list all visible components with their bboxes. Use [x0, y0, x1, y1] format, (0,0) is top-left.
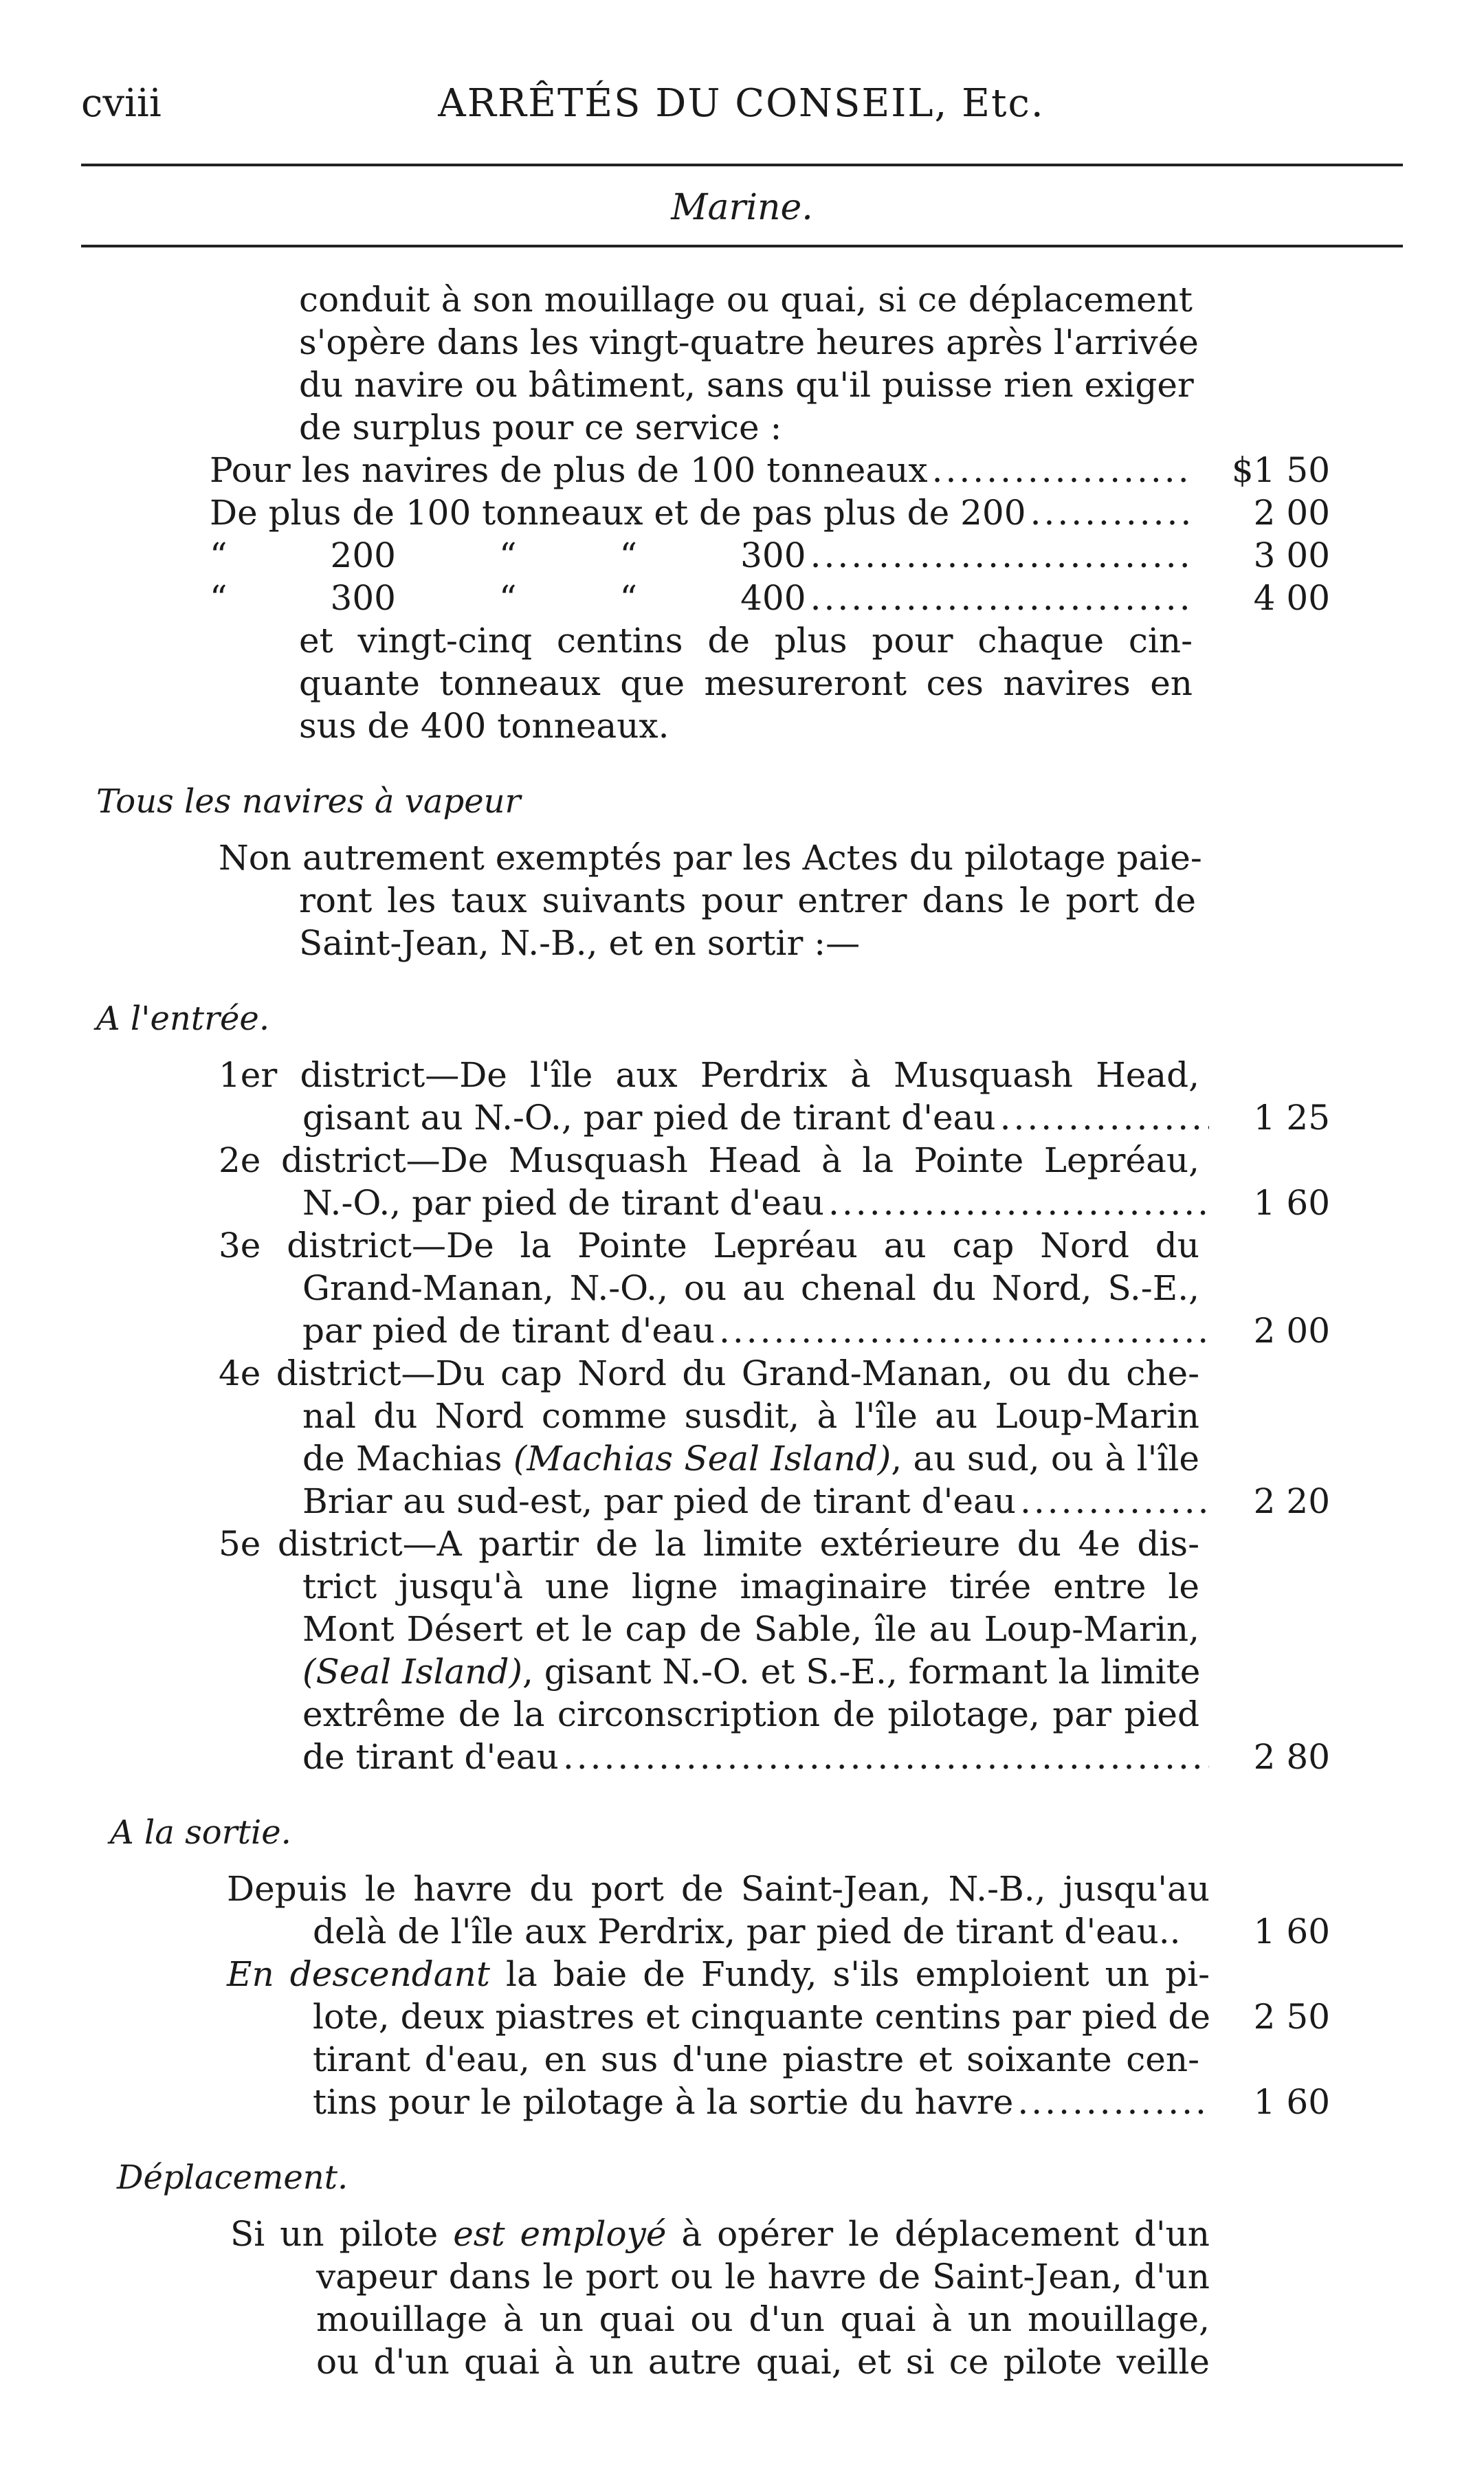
district-amount: 2 80	[1253, 1737, 1330, 1777]
page-header	[81, 81, 1402, 143]
header-rule-top	[81, 164, 1403, 166]
district-line: 5e district—A partir de la limite extérieure du 4e dis-	[219, 1524, 1199, 1564]
tariff-row-label: “ 300 “ “ 400 .....	[210, 577, 1196, 619]
tariff-row-label: De plus de 100 tonneaux et de pas plus de 200 .....	[210, 491, 1196, 534]
exit-amount: 1 60	[1253, 2082, 1330, 2122]
tariff-tail-line: quante tonneaux que mesureront ces navires en	[299, 663, 1193, 703]
district-amount: 1 60	[1253, 1183, 1330, 1223]
displacement-heading: Déplacement.	[117, 2158, 348, 2197]
exit-last-line: tins pour le pilotage à la sortie du havre .....	[313, 2081, 1213, 2123]
header-rule-bottom	[81, 245, 1403, 247]
entry-heading: A l'entrée.	[96, 999, 270, 1038]
steam-heading: Tous les navires à vapeur	[96, 782, 521, 821]
intro-line: de surplus pour ce service :	[299, 408, 782, 447]
exit-line: lote, deux piastres et cinquante centins par pied de	[313, 1997, 1210, 2037]
district-line: 1er district—De l'île aux Perdrix à Musquash Head,	[219, 1055, 1199, 1095]
tariff-row-amount: $1 50	[1231, 450, 1330, 490]
district-line: 3e district—De la Pointe Lepréau au cap Nord du	[219, 1226, 1199, 1265]
district-last-line: N.-O., par pied de tirant d'eau .....	[302, 1182, 1213, 1224]
displacement-line: ou d'un quai à un autre quai, et si ce pilote veille	[316, 2342, 1210, 2382]
district-line: nal du Nord comme susdit, à l'île au Loup-Marin	[302, 1396, 1199, 1436]
steam-line: Non autrement exemptés par les Actes du pilotage paie-	[219, 838, 1202, 878]
exit-last-line: delà de l'île aux Perdrix, par pied de tirant d'eau..	[313, 1912, 1181, 1951]
district-line: Mont Désert et le cap de Sable, île au Loup-Marin,	[302, 1609, 1199, 1649]
district-last-line: gisant au N.-O., par pied de tirant d'eau .....	[302, 1096, 1213, 1139]
district-line: trict jusqu'à une ligne imaginaire tirée entre le	[302, 1567, 1199, 1606]
tariff-row-label: “ 200 “ “ 300 .....	[210, 534, 1196, 577]
district-line: 4e district—Du cap Nord du Grand-Manan, ou du che-	[219, 1353, 1199, 1393]
district-line: extrême de la circonscription de pilotage, par pied	[302, 1694, 1199, 1734]
exit-heading: A la sortie.	[110, 1813, 291, 1852]
district-last-line: par pied de tirant d'eau .....	[302, 1309, 1213, 1352]
exit-amount: 1 60	[1253, 1912, 1330, 1951]
displacement-line: Si un pilote est employé à opérer le déplacement d'un	[230, 2214, 1210, 2254]
tariff-tail-line: et vingt-cinq centins de plus pour chaque cin-	[299, 621, 1193, 661]
displacement-line: mouillage à un quai ou d'un quai à un mouillage,	[316, 2299, 1210, 2339]
exit-mid-amount: 2 50	[1253, 1997, 1330, 2037]
district-last-line: Briar au sud-est, par pied de tirant d'eau .....	[302, 1480, 1213, 1523]
tariff-row-amount: 4 00	[1253, 578, 1330, 618]
district-line: 2e district—De Musquash Head à la Pointe Lepréau,	[219, 1140, 1199, 1180]
district-line: (Seal Island), gisant N.-O. et S.-E., formant la limite	[302, 1652, 1201, 1692]
intro-line: s'opère dans les vingt-quatre heures après l'arrivée	[299, 322, 1199, 362]
intro-line: conduit à son mouillage ou quai, si ce déplacement	[299, 280, 1193, 320]
exit-line: Depuis le havre du port de Saint-Jean, N.-B., jusqu'au	[227, 1869, 1210, 1909]
district-last-line: de tirant d'eau .....	[302, 1736, 1213, 1778]
district-line: Grand-Manan, N.-O., ou au chenal du Nord, S.-E.,	[302, 1268, 1199, 1308]
exit-line: En descendant la baie de Fundy, s'ils emploient un pi-	[227, 1954, 1210, 1994]
steam-line: ront les taux suivants pour entrer dans le port de	[299, 881, 1196, 920]
exit-line: tirant d'eau, en sus d'une piastre et soixante cen-	[313, 2039, 1199, 2079]
tariff-row-amount: 3 00	[1253, 535, 1330, 575]
district-line: de Machias (Machias Seal Island), au sud, ou à l'île	[302, 1439, 1199, 1479]
district-amount: 2 00	[1253, 1311, 1330, 1351]
section-title: Marine.	[671, 187, 813, 228]
intro-line: du navire ou bâtiment, sans qu'il puisse rien exiger	[299, 365, 1194, 405]
district-amount: 1 25	[1253, 1098, 1330, 1138]
running-title: ARRÊTÉS DU CONSEIL, Etc.	[438, 81, 1045, 126]
district-amount: 2 20	[1253, 1481, 1330, 1521]
tariff-tail-line: sus de 400 tonneaux.	[299, 706, 669, 746]
tariff-row-label: Pour les navires de plus de 100 tonneaux .....	[210, 449, 1196, 491]
page-number: cviii	[81, 81, 162, 126]
steam-line: Saint-Jean, N.-B., et en sortir :—	[299, 923, 861, 963]
displacement-line: vapeur dans le port ou le havre de Saint-Jean, d'un	[316, 2257, 1210, 2297]
tariff-row-amount: 2 00	[1253, 493, 1330, 533]
